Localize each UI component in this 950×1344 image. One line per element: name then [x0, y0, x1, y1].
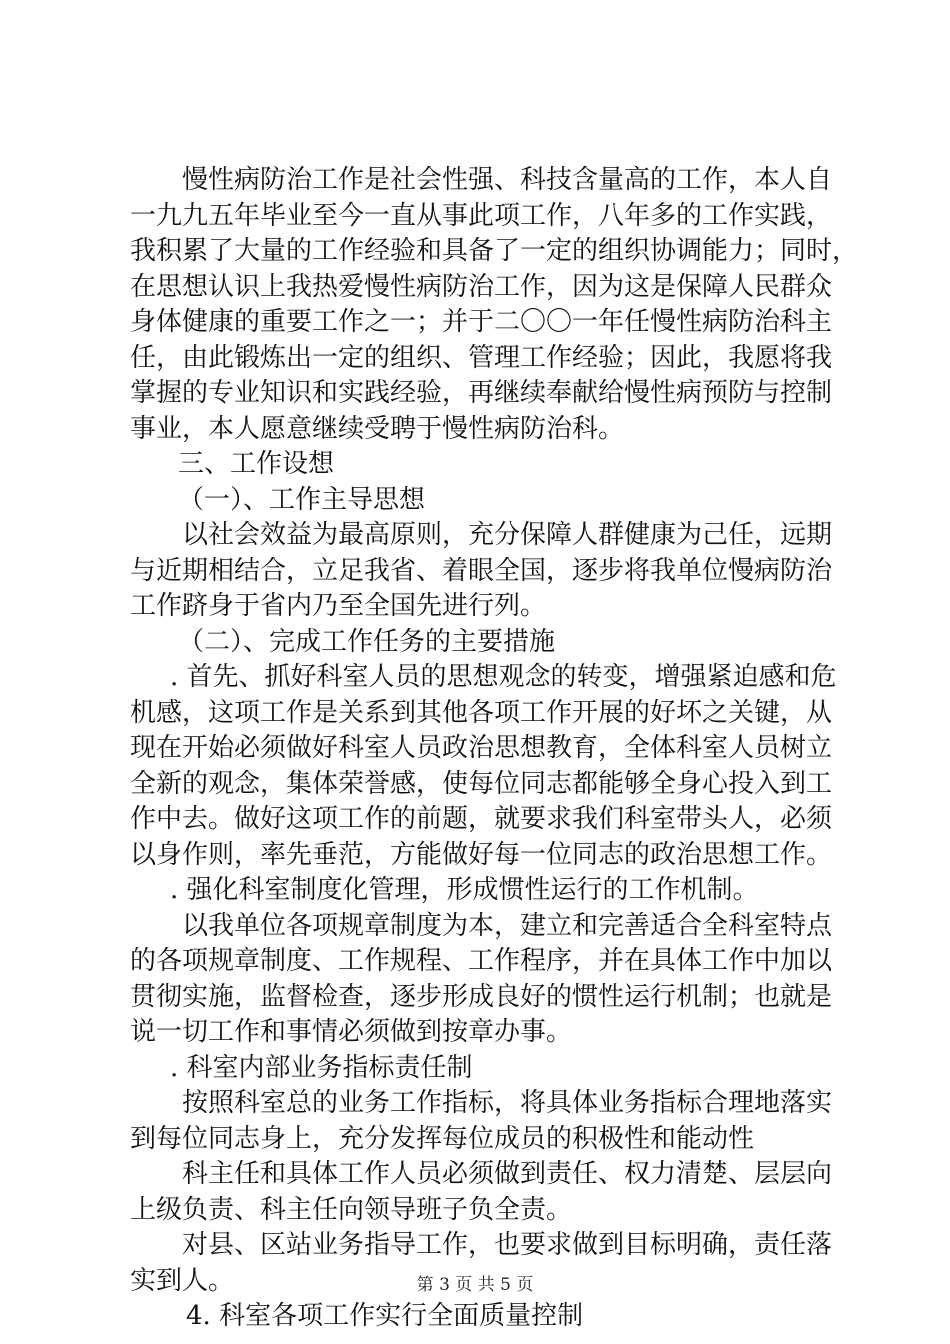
document-line: 上级负责、科主任向领导班子负全责。 — [130, 1194, 573, 1225]
page-footer: 第 3 页 共 5 页 — [416, 1275, 534, 1295]
document-line: 贯彻实施，监督检查，逐步形成良好的惯性运行机制；也就是 — [130, 981, 833, 1012]
document-line: 以我单位各项规章制度为本，建立和完善适合全科室特点 — [182, 910, 833, 941]
document-line: 到每位同志身上，充分发挥每位成员的积极性和能动性 — [130, 1123, 755, 1154]
document-line: 以社会效益为最高原则，充分保障人群健康为己任，远期 — [182, 520, 833, 550]
document-line: 身体健康的重要工作之一；并于二〇〇一年任慢性病防治科主 — [130, 307, 833, 337]
document-line: 掌握的专业知识和实践经验，再继续奉献给慢性病预防与控制 — [130, 378, 833, 408]
document-body — [130, 163, 859, 1335]
document-line: 任，由此锻炼出一定的组织、管理工作经验；因此，我愿将我 — [130, 342, 833, 373]
document-line: 作中去。做好这项工作的前题，就要求我们科室带头人，必须 — [130, 804, 833, 834]
document-line: 现在开始必须做好科室人员政治思想教育，全体科室人员树立 — [130, 733, 833, 763]
document-line: 说一切工作和事情必须做到按章办事。 — [130, 1017, 573, 1047]
document-line: 我积累了大量的工作经验和具备了一定的组织协调能力；同时， — [130, 236, 859, 266]
document-line: 在思想认识上我热爱慢性病防治工作，因为这是保障人民群众 — [130, 271, 833, 302]
document-line: . 首先、抓好科室人员的思想观念的转变，增强紧迫感和危 — [170, 662, 837, 692]
document-line: 机感，这项工作是关系到其他各项工作开展的好坏之关键，从 — [130, 697, 833, 728]
document-line: 慢性病防治工作是社会性强、科技含量高的工作，本人自 — [182, 165, 833, 195]
document-line: 事业，本人愿意继续受聘于慢性病防治科。 — [130, 413, 625, 444]
document-line: 以身作则，率先垂范，方能做好每一位同志的政治思想工作。 — [130, 839, 833, 870]
document-line: 实到人。 — [130, 1265, 235, 1296]
document-line: （二）、完成工作任务的主要措施 — [178, 626, 556, 657]
document-line: 科主任和具体工作人员必须做到责任、权力清楚、层层向 — [182, 1159, 833, 1189]
document-line: 三、工作设想 — [178, 449, 335, 479]
document-line: . 强化科室制度化管理，形成惯性运行的工作机制。 — [170, 875, 759, 905]
document-line: 工作跻身于省内乃至全国先进行列。 — [130, 591, 547, 621]
document-line: 与近期相结合，立足我省、着眼全国，逐步将我单位慢病防治 — [130, 555, 833, 586]
document-line: 全新的观念，集体荣誉感，使每位同志都能够全身心投入到工 — [130, 768, 833, 799]
document-line: （一）、工作主导思想 — [178, 484, 426, 515]
document-line: 一九九五年毕业至今一直从事此项工作，八年多的工作实践， — [130, 200, 833, 231]
document-line: 按照科室总的业务工作指标，将具体业务指标合理地落实 — [182, 1088, 833, 1118]
document-line: 4. 科室各项工作实行全面质量控制 — [186, 1301, 584, 1331]
document-line: 的各项规章制度、工作规程、工作程序，并在具体工作中加以 — [130, 946, 833, 976]
document-line: . 科室内部业务指标责任制 — [170, 1052, 473, 1083]
document-line: 对县、区站业务指导工作，也要求做到目标明确，责任落 — [182, 1230, 833, 1260]
